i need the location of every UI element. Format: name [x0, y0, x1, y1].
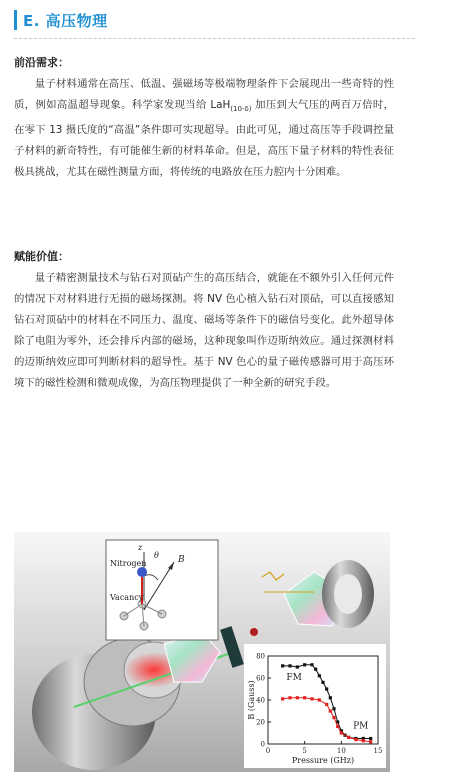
series-point-1: [288, 696, 291, 699]
pm-annotation: PM: [353, 721, 369, 732]
title-accent-bar: [14, 10, 17, 30]
x-tick-label: 15: [373, 747, 383, 755]
vacancy-label: Vacancy: [110, 593, 144, 602]
series-point-0: [332, 707, 335, 710]
section-title-bar: [14, 8, 108, 32]
figure-illustration: [14, 532, 390, 772]
series-point-1: [281, 697, 284, 700]
y-tick-label: 40: [256, 696, 265, 705]
theta-label: θ: [154, 551, 159, 560]
series-point-1: [303, 696, 306, 699]
z-axis-label: z: [138, 543, 143, 552]
nitrogen-label: Nitrogen: [110, 559, 147, 568]
y-tick-label: 0: [260, 740, 265, 749]
empower-paragraph: 量子精密测量技术与钻石对顶砧产生的高压结合，就能在不额外引入任何元件的情况下对材料进行无损的磁场探测。将 NV 色心植入钻石对顶砧，可以直接感知钻石对顶砧中的材料在不同压力、温度、磁场等条件下的磁信号变化。此外超导体除了电阻为零外，还会排斥内部的磁场，这种现象叫作迈斯纳效应。通过探测材料的迈斯纳效应即可判断材料的超导性。基于 NV 色心的量子磁传感器可用于高压环境下的磁性检测和微观成像，为高压物理提供了一种全新的研究手段。: [14, 272, 394, 389]
x-tick-label: 5: [302, 747, 307, 755]
series-point-1: [369, 740, 372, 743]
x-axis-label: Pressure (GHz): [291, 756, 355, 765]
right-anvil-cell: [262, 560, 374, 628]
series-point-1: [362, 739, 365, 742]
series-point-0: [318, 674, 321, 677]
series-point-0: [288, 664, 291, 667]
series-point-0: [321, 681, 324, 684]
series-point-1: [354, 738, 357, 741]
series-point-0: [314, 668, 317, 671]
series-point-0: [325, 687, 328, 690]
needs-text-part2: 加压到大气压的两百万倍时，在零下 13 摄氏度的“高温”条件即可实现超导。由此可见，通过高压等手段调控量子材料的新奇特性，有可能催生新的材料革命。但是，高压下量子材料的特性表征极具挑战，尤其在磁性测量方面，将传统的电路放在压力腔内十分困难。: [14, 99, 394, 179]
series-point-0: [303, 663, 306, 666]
series-point-1: [336, 725, 339, 728]
series-point-1: [296, 696, 299, 699]
x-tick-label: 10: [336, 747, 346, 755]
x-tick-label: 0: [265, 747, 271, 755]
y-tick-label: 80: [256, 652, 265, 661]
series-point-1: [325, 703, 328, 706]
magnetic-field-plot: [244, 644, 386, 768]
series-point-1: [340, 731, 343, 734]
y-tick-label: 60: [256, 674, 265, 683]
diamond-anvil-figure: [14, 532, 390, 772]
series-point-1: [318, 698, 321, 701]
series-point-0: [296, 665, 299, 668]
empower-heading: 赋能价值：: [14, 250, 69, 263]
fm-annotation: FM: [286, 673, 302, 684]
field-b-label: B: [178, 555, 185, 565]
series-point-0: [369, 737, 372, 740]
section-title: E. 高压物理: [23, 11, 108, 30]
title-divider: [14, 38, 415, 39]
needs-text-part1: 量子材料通常在高压、低温、强磁场等极端物理条件下会展现出一些奇特的性质，例如高温超导现象。科学家发现当给 LaH: [14, 78, 394, 111]
series-point-0: [281, 664, 284, 667]
series-point-1: [310, 697, 313, 700]
series-point-0: [310, 663, 313, 666]
series-point-1: [329, 709, 332, 712]
series-point-1: [332, 716, 335, 719]
nv-center-inset: [106, 540, 218, 640]
series-point-0: [329, 696, 332, 699]
y-tick-label: 20: [256, 718, 265, 727]
formula-subscript: (10-δ): [230, 105, 252, 114]
series-point-1: [347, 736, 350, 739]
needs-paragraph: [14, 74, 394, 183]
y-axis-label: B (Gauss): [247, 680, 256, 720]
needs-heading: 前沿需求：: [14, 56, 69, 69]
